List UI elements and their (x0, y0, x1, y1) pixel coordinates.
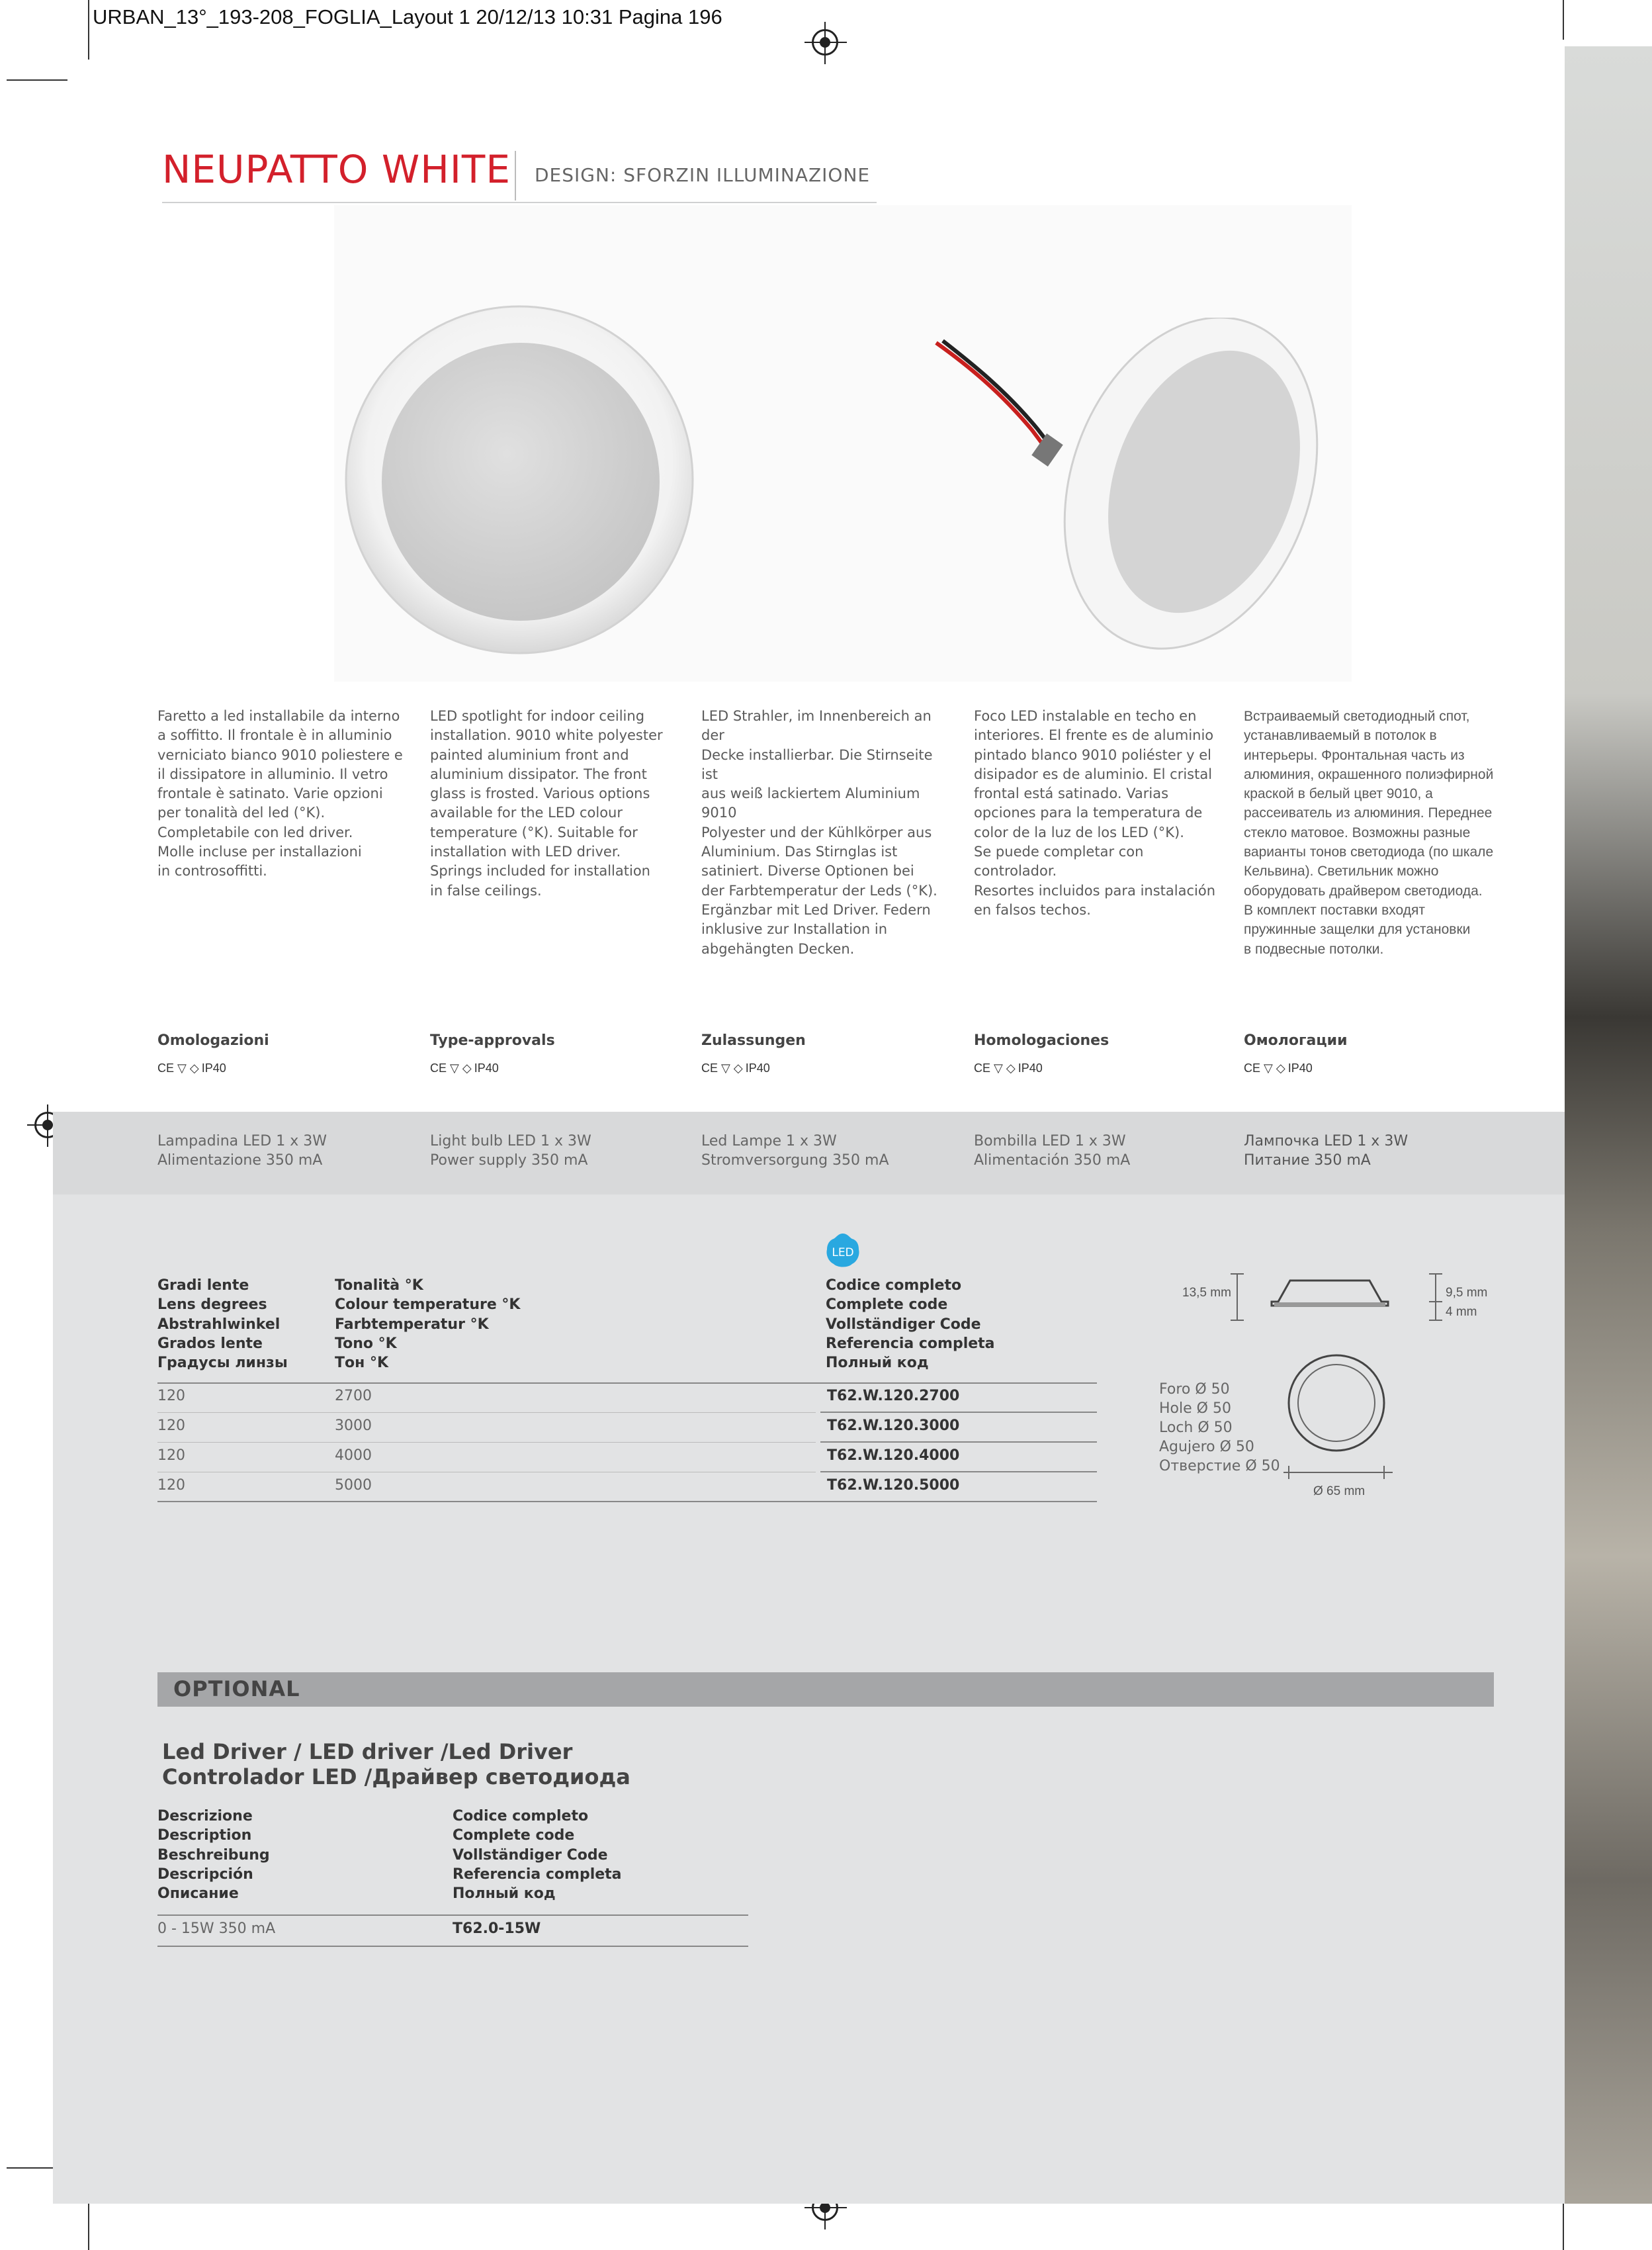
driver-header-description (157, 1807, 270, 1903)
optional-label: OPTIONAL (173, 1676, 300, 1701)
power-line: Power supply 350 mA (430, 1152, 588, 1169)
text-line: Foco LED instalable en techo en (974, 708, 1197, 724)
header-line: Tono °K (335, 1335, 397, 1352)
header-line: Grados lente (157, 1335, 263, 1352)
text-line: color de la luz de los LED (°K). (974, 824, 1184, 840)
bulb-spec-de (701, 1132, 889, 1170)
hole-line: Foro Ø 50 (1159, 1381, 1230, 1398)
description-en (430, 707, 681, 901)
led-badge-icon (826, 1232, 860, 1269)
bulb-line: Light bulb LED 1 x 3W (430, 1133, 591, 1149)
text-line: Springs included for installation (430, 863, 650, 879)
header-line: Description (157, 1827, 252, 1844)
text-line: abgehängten Decken. (701, 940, 855, 957)
header-line: Тон °K (335, 1355, 389, 1372)
cert-marks (1244, 1061, 1313, 1075)
table-header-code (826, 1276, 995, 1372)
driver-header-code (453, 1807, 622, 1903)
text-line: frontal está satinado. Varias (974, 786, 1169, 802)
dimension-bottom-height: 4 mm (1446, 1305, 1477, 1319)
power-line: Alimentación 350 mA (974, 1152, 1131, 1169)
text-line: inklusive zur Installation in (701, 921, 888, 938)
header-line: Farbtemperatur °K (335, 1316, 489, 1333)
header-line: Descrizione (157, 1808, 253, 1824)
text-line: Встраиваемый светодиодный спот, (1244, 709, 1470, 724)
text-line: Molle incluse per installazioni (157, 844, 362, 860)
bulb-spec-ru (1244, 1132, 1408, 1170)
cell-code: T62.W.120.3000 (827, 1418, 960, 1434)
cert-header-en: Type-approvals (430, 1032, 555, 1049)
driver-top-rule (157, 1914, 748, 1916)
text-line: glass is frosted. Various options (430, 786, 650, 802)
cell-lens: 120 (157, 1418, 185, 1434)
driver-description: 0 - 15W 350 mA (157, 1920, 276, 1937)
power-line: Stromversorgung 350 mA (701, 1152, 889, 1169)
hole-line: Отверстие Ø 50 (1159, 1458, 1280, 1474)
hole-line: Hole Ø 50 (1159, 1400, 1231, 1417)
text-line: aus weiß lackiertem Aluminium 9010 (701, 786, 920, 821)
table-top-rule (157, 1382, 1097, 1384)
row-divider (820, 1441, 1097, 1443)
text-line: Polyester und der Kühlkörper aus (701, 824, 932, 840)
cell-lens: 120 (157, 1477, 185, 1494)
text-line: aluminium dissipator. The front (430, 766, 647, 782)
text-line: der Farbtemperatur der Leds (°K). (701, 882, 937, 899)
text-line: алюминия, окрашенного полиэфирной (1244, 766, 1494, 782)
header-line: Gradi lente (157, 1277, 249, 1294)
driver-bottom-rule (157, 1946, 748, 1947)
ce-mark-icon: CE ▽ ◇ (974, 1061, 1016, 1075)
cert-marks (974, 1061, 1043, 1075)
row-divider (157, 1412, 816, 1413)
cert-marks (157, 1061, 226, 1075)
ce-mark-icon: CE ▽ ◇ (1244, 1061, 1285, 1075)
text-line: pintado blanco 9010 poliéster y el (974, 746, 1211, 763)
text-line: temperature (°K). Suitable for (430, 824, 638, 840)
hole-spec (1159, 1380, 1280, 1476)
title-rule (162, 202, 877, 203)
cert-header-ru: Омологации (1244, 1032, 1348, 1049)
text-line: interiores. El frente es de aluminio (974, 727, 1214, 744)
bleed-photo (1565, 46, 1652, 2204)
text-line: disipador es de aluminio. El cristal (974, 766, 1213, 782)
ip-rating: IP40 (1018, 1061, 1043, 1075)
text-line: in false ceilings. (430, 882, 542, 899)
table-header-lens (157, 1276, 288, 1372)
text-line: opciones para la temperatura de (974, 805, 1203, 821)
text-line: painted aluminium front and (430, 746, 629, 763)
header-line: Описание (157, 1885, 239, 1903)
cert-header-de: Zulassungen (701, 1032, 806, 1049)
text-line: стекло матовое. Возможны разные (1244, 825, 1471, 840)
text-line: интерьеры. Фронтальная часть из (1244, 747, 1465, 763)
bulb-spec-it (157, 1132, 327, 1170)
table-header-temperature (335, 1276, 520, 1372)
header-line: Градусы линзы (157, 1355, 288, 1372)
product-title: NEUPATTO WHITE (162, 147, 511, 192)
text-line: LED Strahler, im Innenbereich an der (701, 708, 932, 744)
header-line: Lens degrees (157, 1296, 267, 1314)
text-line: installation. 9010 white polyester (430, 727, 663, 744)
cell-code: T62.W.120.5000 (827, 1477, 960, 1494)
text-line: frontale è satinato. Varie opzioni (157, 786, 383, 802)
print-slug: URBAN_13°_193-208_FOGLIA_Layout 1 20/12/13 10:31 Pagina 196 (93, 5, 722, 28)
bulb-line: Lampadina LED 1 x 3W (157, 1133, 327, 1149)
description-es (974, 707, 1225, 920)
text-line: пружинные защелки для установки (1244, 922, 1471, 938)
text-line: в подвесные потолки. (1244, 941, 1384, 957)
text-line: installation with LED driver. (430, 844, 621, 860)
ce-mark-icon: CE ▽ ◇ (430, 1061, 472, 1075)
description-de (701, 707, 953, 959)
cell-lens: 120 (157, 1388, 185, 1404)
ip-rating: IP40 (745, 1061, 770, 1075)
row-divider (820, 1412, 1097, 1413)
registration-mark-icon (812, 29, 838, 56)
driver-title (162, 1739, 630, 1789)
hole-line: Loch Ø 50 (1159, 1419, 1233, 1436)
cert-marks (430, 1061, 499, 1075)
ip-rating: IP40 (1287, 1061, 1313, 1075)
row-divider (157, 1442, 816, 1443)
text-line: per tonalità del led (°K). (157, 805, 326, 821)
header-line: Vollständiger Code (826, 1316, 981, 1333)
cell-code: T62.W.120.2700 (827, 1388, 960, 1404)
text-line: краской в белый цвет 9010, а (1244, 786, 1433, 802)
header-line: Descripción (157, 1866, 253, 1883)
power-line: Alimentazione 350 mA (157, 1152, 323, 1169)
header-line: Colour temperature °K (335, 1296, 521, 1314)
cell-temperature: 4000 (335, 1447, 372, 1464)
crop-mark (1563, 0, 1564, 40)
ce-mark-icon: CE ▽ ◇ (701, 1061, 743, 1075)
text-line: Resortes incluidos para instalación (974, 882, 1216, 899)
led-badge-label: LED (832, 1246, 854, 1259)
text-line: Se puede completar con controlador. (974, 844, 1144, 879)
title-divider (515, 151, 516, 201)
text-line: Aluminium. Das Stirnglas ist (701, 844, 898, 860)
header-line: Полный код (826, 1355, 929, 1372)
text-line: Кельвина). Светильник можно (1244, 864, 1439, 879)
title-line: Controlador LED /Драйвер светодиода (162, 1764, 630, 1789)
bulb-line: Лампочка LED 1 x 3W (1244, 1133, 1409, 1149)
text-line: Ergänzbar mit Led Driver. Federn (701, 901, 931, 918)
text-line: verniciato bianco 9010 poliestere e (157, 746, 403, 763)
header-line: Abstrahlwinkel (157, 1316, 281, 1333)
ip-rating: IP40 (201, 1061, 226, 1075)
dimension-diameter: Ø 65 mm (1313, 1484, 1366, 1498)
cert-header-it: Omologazioni (157, 1032, 269, 1049)
cell-temperature: 3000 (335, 1418, 372, 1434)
header-line: Codice completo (453, 1808, 589, 1824)
title-line: Led Driver / LED driver /Led Driver (162, 1739, 573, 1764)
row-divider (820, 1471, 1097, 1472)
text-line: рассеиватель из алюминия. Переднее (1244, 805, 1493, 821)
crop-mark (7, 79, 67, 81)
text-line: satiniert. Diverse Optionen bei (701, 863, 914, 879)
bulb-line: Led Lampe 1 x 3W (701, 1133, 837, 1149)
text-line: LED spotlight for indoor ceiling (430, 708, 645, 724)
crop-mark (1563, 2204, 1564, 2250)
header-line: Полный код (453, 1885, 556, 1903)
text-line: in controsoffitti. (157, 863, 267, 879)
header-line: Vollständiger Code (453, 1846, 608, 1864)
header-line: Referencia completa (453, 1866, 622, 1883)
description-it (157, 707, 409, 881)
text-line: В комплект поставки входят (1244, 902, 1425, 918)
power-line: Питание 350 mA (1244, 1152, 1371, 1169)
text-line: available for the LED colour (430, 805, 623, 821)
cell-temperature: 5000 (335, 1477, 372, 1494)
cell-lens: 120 (157, 1447, 185, 1464)
bulb-line: Bombilla LED 1 x 3W (974, 1133, 1126, 1149)
bulb-spec-es (974, 1132, 1130, 1170)
header-line: Beschreibung (157, 1846, 270, 1864)
dimension-top-height: 9,5 mm (1446, 1286, 1488, 1300)
text-line: en falsos techos. (974, 901, 1091, 918)
text-line: варианты тонов светодиода (по шкале (1244, 844, 1494, 860)
text-line: оборудовать драйвером светодиода. (1244, 883, 1483, 899)
description-ru (1244, 707, 1495, 959)
cell-code: T62.W.120.4000 (827, 1447, 960, 1464)
text-line: Decke installierbar. Die Stirnseite ist (701, 746, 933, 782)
text-line: il dissipatore in alluminio. Il vetro (157, 766, 388, 782)
front-view-drawing (1270, 1343, 1403, 1489)
header-line: Tonalità °K (335, 1277, 423, 1294)
spotlight-angled-photo (926, 318, 1323, 688)
header-line: Codice completo (826, 1277, 962, 1294)
cert-marks (701, 1061, 770, 1075)
header-line: Complete code (453, 1827, 575, 1844)
dimension-total-height: 13,5 mm (1182, 1286, 1231, 1300)
ce-mark-icon: CE ▽ ◇ (157, 1061, 199, 1075)
text-line: устанавливаемый в потолок в (1244, 728, 1437, 744)
design-credit: DESIGN: SFORZIN ILLUMINAZIONE (535, 164, 871, 186)
ip-rating: IP40 (474, 1061, 499, 1075)
text-line: a soffitto. Il frontale è in alluminio (157, 727, 392, 744)
header-line: Complete code (826, 1296, 948, 1314)
optional-bar (157, 1672, 1494, 1707)
cell-temperature: 2700 (335, 1388, 372, 1404)
text-line: Faretto a led installabile da interno (157, 708, 400, 724)
crop-mark (88, 0, 89, 60)
cert-header-es: Homologaciones (974, 1032, 1109, 1049)
bulb-spec-en (430, 1132, 591, 1170)
header-line: Referencia completa (826, 1335, 995, 1352)
driver-code: T62.0-15W (453, 1920, 541, 1937)
text-line: Completabile con led driver. (157, 824, 353, 840)
spotlight-front-photo (334, 291, 705, 662)
table-bottom-rule (157, 1501, 1097, 1502)
hole-line: Agujero Ø 50 (1159, 1439, 1254, 1455)
